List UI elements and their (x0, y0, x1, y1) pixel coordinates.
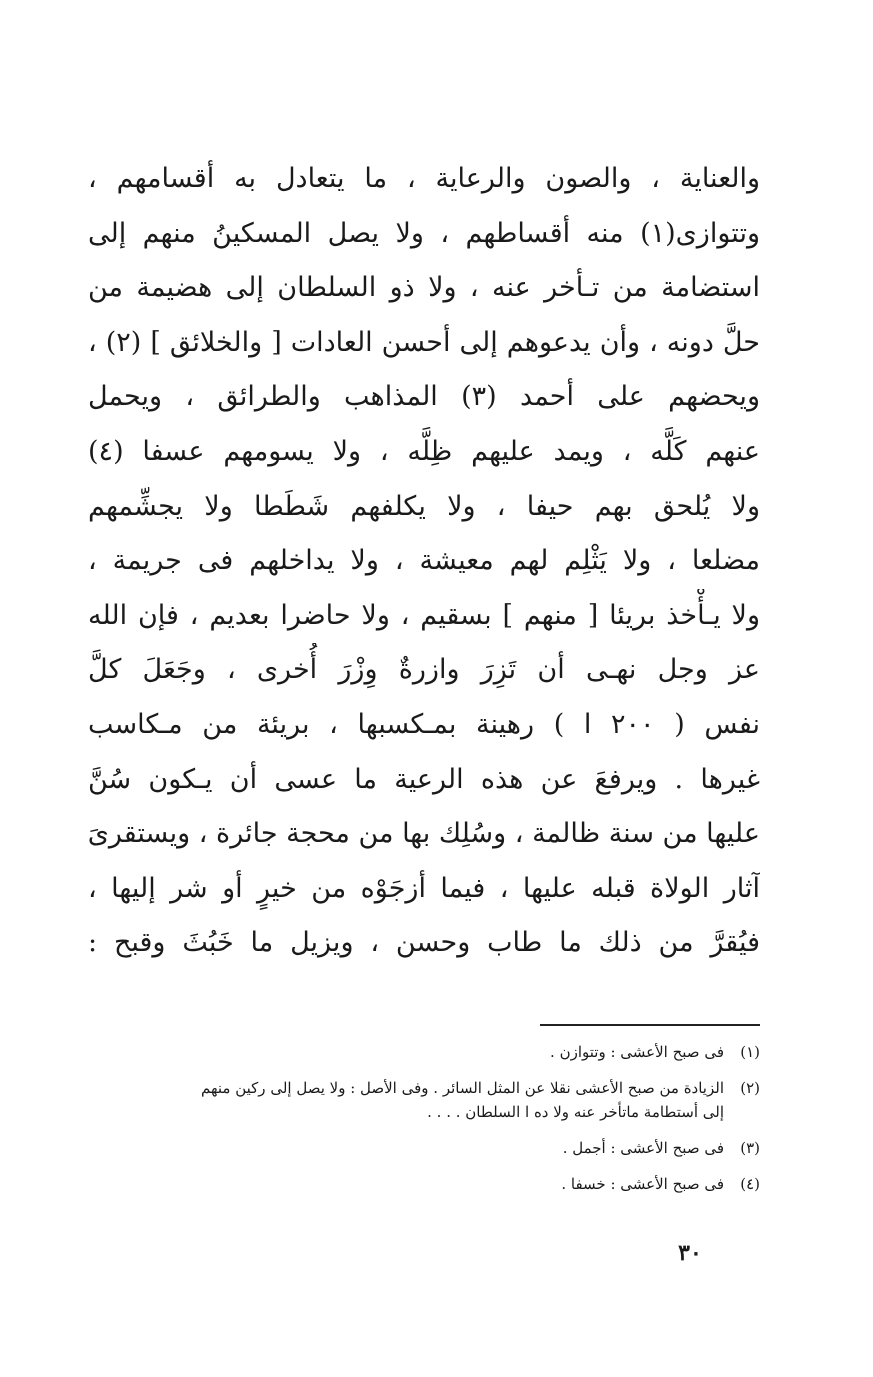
main-text-block (88, 152, 760, 971)
footnote-3 (80, 1136, 760, 1160)
page-number: ٣٠ (678, 1240, 702, 1266)
text-line: والعناية ، والصون والرعاية ، ما يتعادل به أقسامهم ، (88, 163, 760, 194)
footnote-1 (80, 1040, 760, 1064)
footnote-text (80, 1172, 724, 1196)
text-line: حلَّ دونه ، وأن يدعوهم إلى أحسن العادات [ والخلائق ] (٢) ، (88, 326, 760, 358)
footnote-4 (80, 1172, 760, 1196)
footnote-text (80, 1076, 724, 1124)
footnote-separator (540, 1024, 760, 1026)
text-line: نفس ( ٢٠٠ ا ) رهينة بمـكسبها ، بريئة من مـكاسب (88, 708, 760, 740)
footnote-number: (٣) (740, 1139, 760, 1157)
footnote-line: الزيادة من صبح الأعشى نقلا عن المثل السائر . وفى الأصل : ولا يصل إلى ركين منهم (201, 1079, 724, 1097)
footnote-line: فى صبح الأعشى : وتتوازن . (550, 1043, 724, 1061)
footnote-text (80, 1136, 724, 1160)
footnote-line: فى صبح الأعشى : أجمل . (562, 1139, 724, 1157)
text-line: ولا يُلحق بهم حيفا ، ولا يكلفهم شَطَطا ولا يجشِّمهم (88, 490, 760, 522)
text-line: ولا يـأْخذ بريئا [ منهم ] بسقيم ، ولا حاضرا بعديم ، فإن الله (88, 599, 760, 631)
text-line: عز وجل نهـى أن تَزِرَ وازرةٌ وِزْرَ أُخرى ، وجَعَلَ كلَّ (88, 654, 760, 686)
text-line: عليها من سنة ظالمة ، وسُلِك بها من محجة جائرة ، ويستقرىَ (88, 818, 760, 850)
text-line: ويحضهم على أحمد (٣) المذاهب والطرائق ، ويحمل (88, 381, 760, 413)
text-line: آثار الولاة قبله عليها ، فيما أزجَوْه من خيرٍ أو شر إليها ، (88, 872, 760, 904)
footnote-number: (٢) (740, 1079, 760, 1097)
footnote-line: فى صبح الأعشى : خسفا . (561, 1175, 724, 1193)
footnote-line: إلى أستطامة ماتأخر عنه ولا ده ا السلطان . . . . (427, 1103, 724, 1121)
text-line: مضلعا ، ولا يَثْلِم لهم معيشة ، ولا يداخلهم فى جريمة ، (88, 545, 760, 577)
text-line: وتتوازى(١) منه أقساطهم ، ولا يصل المسكينُ منهم إلى (88, 217, 760, 249)
footnote-2 (80, 1076, 760, 1124)
text-line: غيرها . ويرفعَ عن هذه الرعية ما عسى أن يـكون سُنَّ (88, 763, 760, 795)
text-line: استضامة من تـأخر عنه ، ولا ذو السلطان إلى هضيمة من (88, 272, 760, 304)
footnote-number: (٤) (740, 1175, 760, 1193)
footnote-text (80, 1040, 724, 1064)
text-line: فيُقرَّ من ذلك ما طاب وحسن ، ويزيل ما خَبُثَ وقبح : (88, 927, 760, 959)
footnote-number: (١) (740, 1043, 760, 1061)
footnotes (80, 1040, 760, 1208)
text-line: عنهم كَلَّه ، ويمد عليهم ظِلَّه ، ولا يسومهم عسفا (٤) (88, 435, 760, 467)
